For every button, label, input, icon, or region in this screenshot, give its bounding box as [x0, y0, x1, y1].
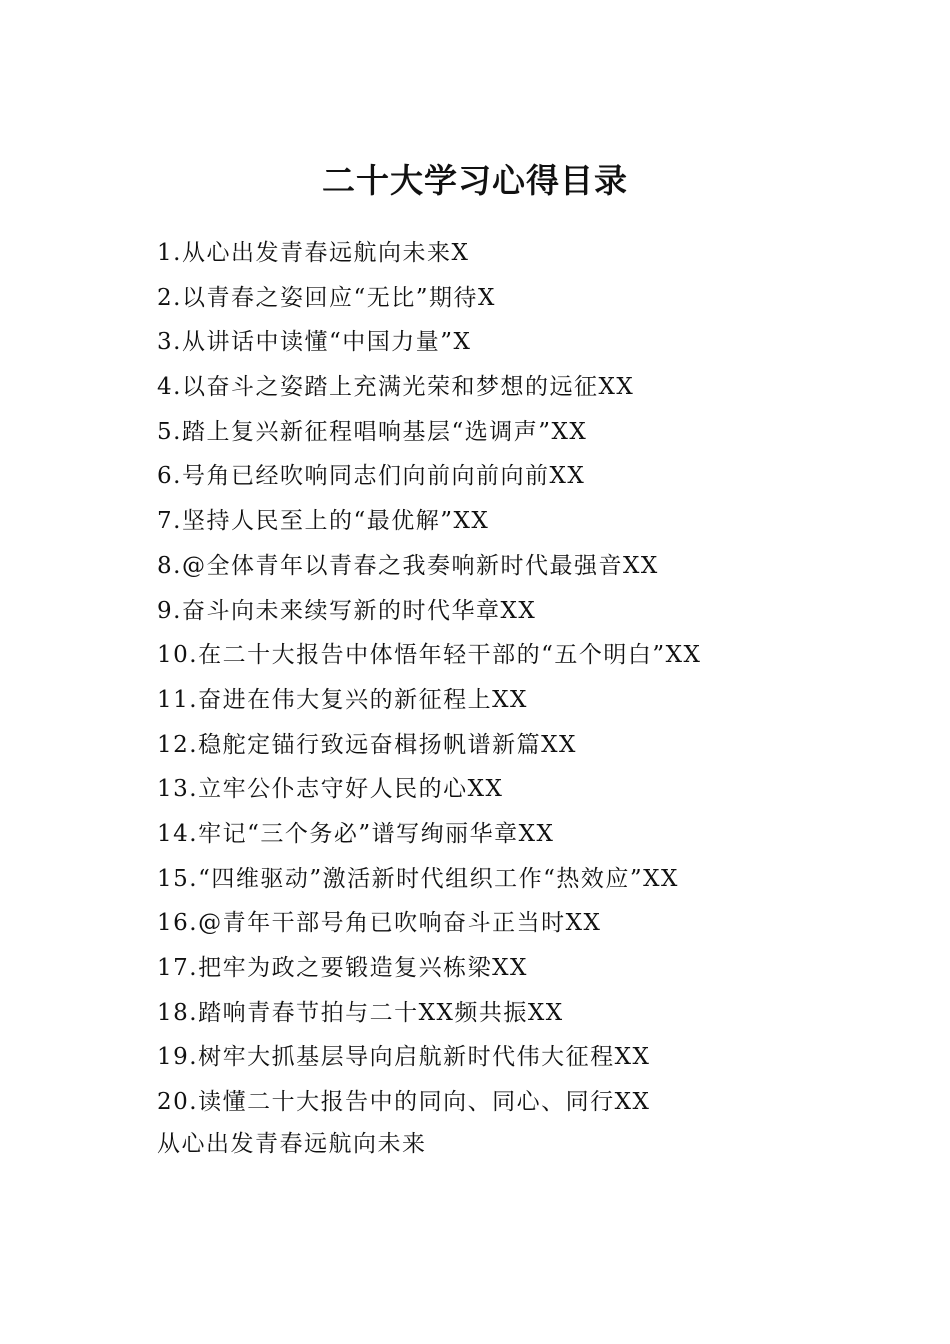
toc-item: 1.从心出发青春远航向未来X [157, 240, 470, 266]
toc-item: 19.树牢大抓基层导向启航新时代伟大征程XX [157, 1044, 651, 1071]
toc-item: 16.@青年干部号角已吹响奋斗正当时XX [157, 910, 602, 937]
toc-item: 18.踏响青春节拍与二十XX频共振XX [157, 999, 564, 1026]
toc-item: 15.“四维驱动”激活新时代组织工作“热效应”XX [157, 865, 679, 892]
toc-item: 3.从讲话中读懂“中国力量”X [157, 329, 472, 356]
toc-item: 5.踏上复兴新征程唱响基层“选调声”XX [157, 418, 588, 445]
toc-item: 17.把牢为政之要锻造复兴栋梁XX [157, 955, 528, 981]
toc-item: 7.坚持人民至上的“最优解”XX [157, 508, 490, 535]
table-of-contents [157, 231, 701, 1125]
toc-item: 4.以奋斗之姿踏上充满光荣和梦想的远征XX [157, 374, 635, 401]
toc-item: 13.立牢公仆志守好人民的心XX [157, 776, 504, 803]
document-title: 二十大学习心得目录 [322, 161, 628, 201]
toc-item: 2.以青春之姿回应“无比”期待X [157, 284, 496, 311]
toc-item: 20.读懂二十大报告中的同向、同心、同行XX [157, 1089, 651, 1116]
toc-item: 8.@全体青年以青春之我奏响新时代最强音XX [157, 552, 659, 579]
toc-item: 6.号角已经吹响同志们向前向前向前XX [157, 463, 586, 490]
section-heading: 从心出发青春远航向未来 [157, 1131, 427, 1157]
toc-item: 9.奋斗向未来续写新的时代华章XX [157, 597, 537, 624]
toc-item: 10.在二十大报告中体悟年轻干部的“五个明白”XX [157, 642, 702, 669]
toc-item: 11.奋进在伟大复兴的新征程上XX [157, 686, 528, 713]
toc-item: 12.稳舵定锚行致远奋楫扬帆谱新篇XX [157, 731, 577, 758]
toc-item: 14.牢记“三个务必”谱写绚丽华章XX [157, 820, 555, 847]
